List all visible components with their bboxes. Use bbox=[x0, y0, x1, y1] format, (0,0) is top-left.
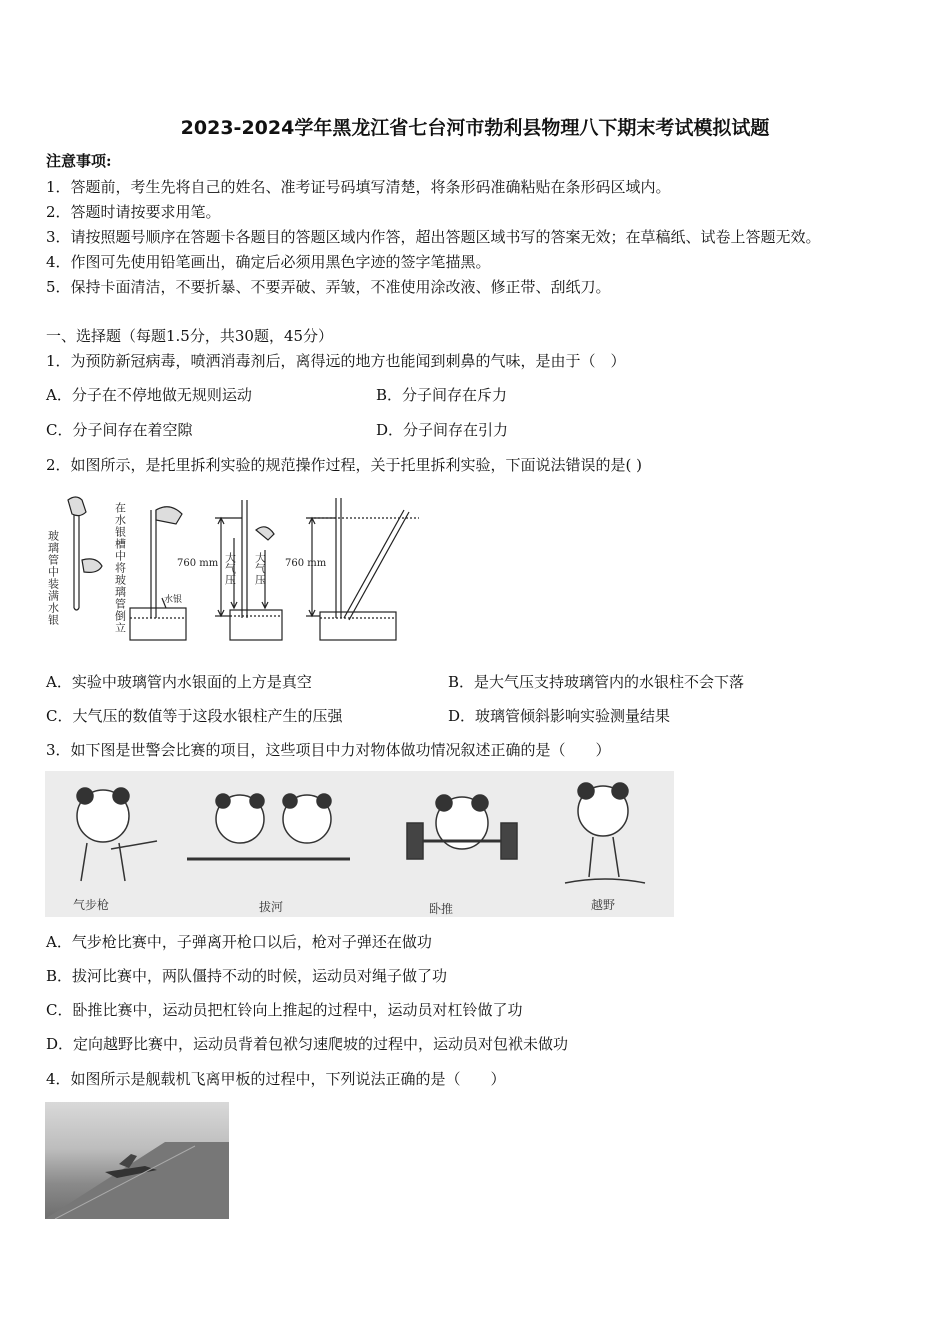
notice-item: 4．作图可先使用铅笔画出，确定后必须用黑色字迹的签字笔描黑。 bbox=[46, 253, 491, 271]
option-a: A．气步枪比赛中，子弹离开枪口以后，枪对子弹还在做功 bbox=[46, 933, 432, 951]
notice-item: 5．保持卡面清洁，不要折暴、不要弄破、弄皱，不准使用涂改液、修正带、刮纸刀。 bbox=[46, 278, 611, 296]
label-760-b: 760 mm bbox=[285, 558, 327, 569]
option-c: C．大气压的数值等于这段水银柱产生的压强 bbox=[46, 707, 343, 725]
option-d: D．玻璃管倾斜影响实验测量结果 bbox=[448, 707, 671, 725]
question-stem: 2．如图所示，是托里拆利实验的规范操作过程，关于托里拆利实验，下面说法错误的是( ) bbox=[46, 456, 643, 474]
page-title: 2023-2024学年黑龙江省七台河市勃利县物理八下期末考试模拟试题 bbox=[180, 117, 770, 139]
question-stem: 1．为预防新冠病毒，喷洒消毒剂后，离得远的地方也能闻到刺鼻的气味，是由于（ ） bbox=[46, 352, 626, 370]
option-a: A．分子在不停地做无规则运动 bbox=[46, 386, 252, 404]
sports-figure bbox=[45, 771, 674, 917]
label-tug-of-war: 拔河 bbox=[259, 900, 284, 914]
label-air-rifle: 气步枪 bbox=[73, 898, 110, 912]
label-mercury: 水银 bbox=[164, 595, 183, 605]
option-b: B．分子间存在斥力 bbox=[376, 386, 508, 404]
notice-item: 1．答题前，考生先将自己的姓名、准考证号码填写清楚，将条形码准确粘贴在条形码区域内。 bbox=[46, 178, 671, 196]
label-cross-country: 越野 bbox=[591, 898, 616, 912]
torricelli-figure bbox=[44, 490, 434, 655]
option-a: A．实验中玻璃管内水银面的上方是真空 bbox=[46, 673, 312, 691]
option-b: B．是大气压支持玻璃管内的水银柱不会下落 bbox=[448, 673, 745, 691]
option-c: C．分子间存在着空隙 bbox=[46, 421, 193, 439]
label-invert: 在水银槽中将玻璃管倒立 bbox=[113, 502, 127, 634]
option-d: D．定向越野比赛中，运动员背着包袱匀速爬坡的过程中，运动员对包袱未做功 bbox=[46, 1035, 569, 1053]
notice-item: 3．请按照题号顺序在答题卡各题目的答题区域内作答，超出答题区域书写的答案无效；在草稿纸、试卷上答题无效。 bbox=[46, 228, 821, 246]
label-760-a: 760 mm bbox=[177, 558, 219, 569]
label-tube-fill: 玻璃管中装满水银 bbox=[46, 530, 60, 626]
option-c: C．卧推比赛中，运动员把杠铃向上推起的过程中，运动员对杠铃做了功 bbox=[46, 1001, 523, 1019]
section-heading: 一、选择题（每题1.5分，共30题，45分） bbox=[46, 327, 334, 345]
question-stem: 4．如图所示是舰载机飞离甲板的过程中，下列说法正确的是（ ） bbox=[46, 1070, 506, 1088]
option-d: D．分子间存在引力 bbox=[376, 421, 509, 439]
option-b: B．拔河比赛中，两队僵持不动的时候，运动员对绳子做了功 bbox=[46, 967, 448, 985]
notice-heading: 注意事项: bbox=[46, 152, 112, 170]
question-stem: 3．如下图是世警会比赛的项目，这些项目中力对物体做功情况叙述正确的是（ ） bbox=[46, 741, 611, 759]
notice-item: 2．答题时请按要求用笔。 bbox=[46, 203, 221, 221]
label-atm-a: 大气压 bbox=[223, 552, 237, 585]
label-bench-press: 卧推 bbox=[429, 902, 454, 916]
label-atm-b: 大气压 bbox=[253, 552, 267, 585]
carrier-aircraft-photo bbox=[45, 1102, 229, 1219]
